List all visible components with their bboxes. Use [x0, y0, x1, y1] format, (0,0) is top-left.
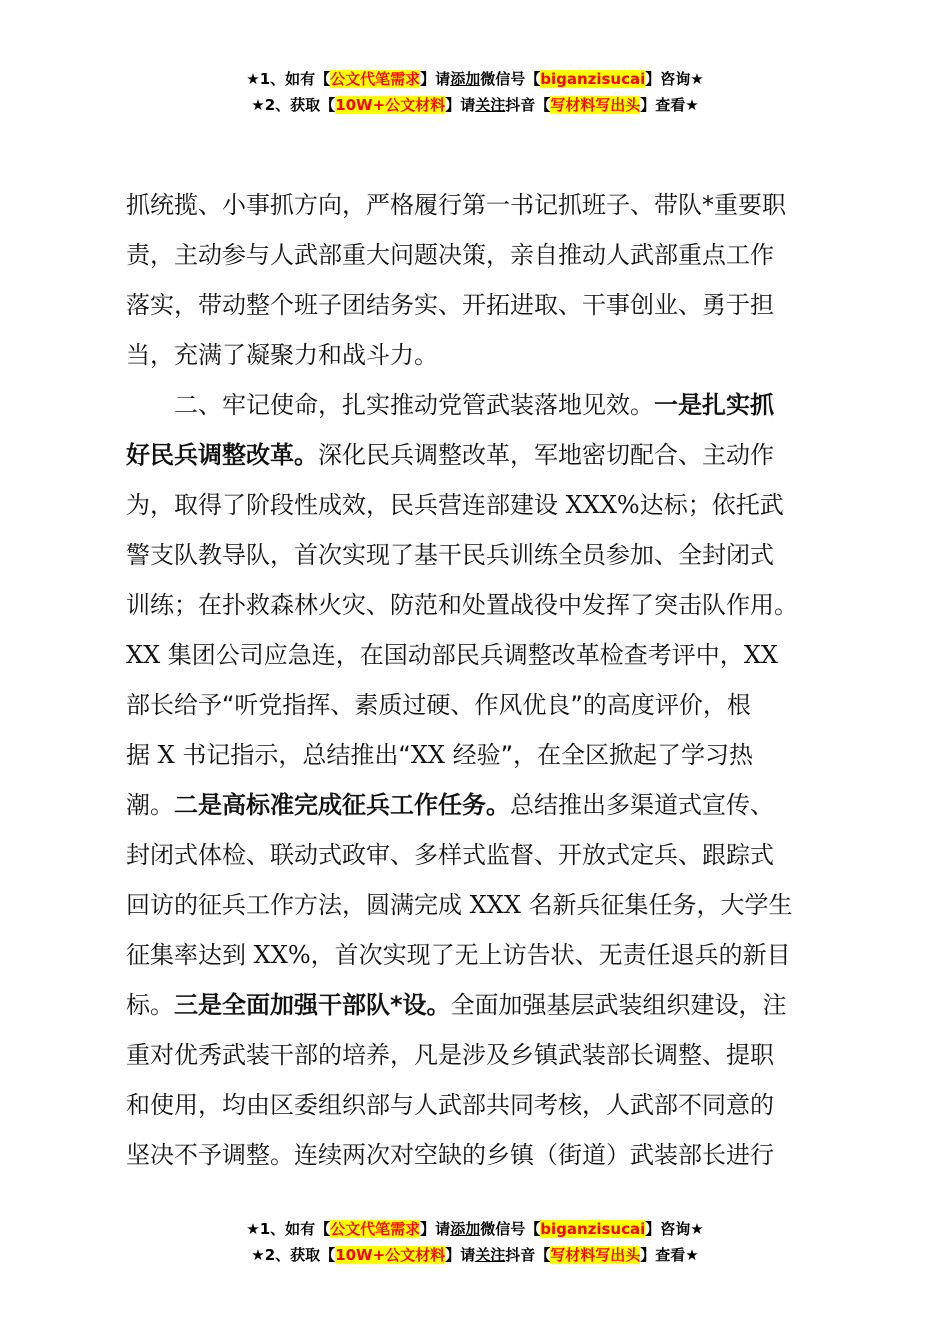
promo-line-2: [0, 92, 950, 118]
promo-text: ★1、如有【: [246, 70, 331, 88]
promo-wechat-id: biganzisucai: [540, 70, 646, 88]
promo-underline: 关注: [475, 96, 506, 114]
text-line: [126, 880, 836, 930]
promo-douyin-id: 写材料写出头: [550, 1246, 641, 1264]
promo-text: 】查看★: [640, 1246, 699, 1264]
text-run: 经验”，在全区掀起了学习热: [444, 741, 754, 769]
text-line: 警支队教导队，首次实现了基干民兵训练全员参加、全封闭式: [126, 541, 774, 569]
promo-highlight: 10W+公文材料: [335, 96, 446, 114]
promo-text: ★1、如有【: [246, 1220, 331, 1238]
bold-phrase: 二是高标准完成征兵工作任务。: [174, 791, 510, 819]
text-run: 集团公司应急连，在国动部民兵调整改革检查考评中，: [160, 641, 744, 669]
bold-phrase: 三是全面加强干部队*设。: [174, 991, 451, 1019]
promo-text: 】请: [420, 70, 451, 88]
text-run: ，首次实现了无上访告状、无责任退兵的新目: [310, 941, 791, 969]
text-line: [126, 480, 836, 530]
promo-line-1: [0, 1216, 950, 1242]
document-body: [126, 180, 836, 1180]
promo-line-1: [0, 66, 950, 92]
promo-douyin-id: 写材料写出头: [550, 96, 641, 114]
bold-phrase: 好民兵调整改革。: [126, 441, 318, 469]
text-run: 名新兵征集任务，大学生: [520, 891, 793, 919]
text-run: 潮。: [126, 791, 174, 819]
text-run: 标。: [126, 991, 174, 1019]
placeholder-value: XX: [410, 741, 445, 769]
promo-highlight: 公文代笔需求: [330, 1220, 421, 1238]
promo-wechat-id: biganzisucai: [540, 1220, 646, 1238]
text-run: 总结推出多渠道式宣传、: [510, 791, 774, 819]
text-line: 当，充满了凝聚力和战斗力。: [126, 341, 438, 369]
promo-underline: 添加: [450, 1220, 481, 1238]
footer-promo-banner: [0, 1216, 950, 1268]
promo-highlight: 公文代笔需求: [330, 70, 421, 88]
promo-underline: 关注: [475, 1246, 506, 1264]
text-run: 达标；依托武: [639, 491, 784, 519]
promo-text: ★2、获取【: [251, 1246, 336, 1264]
promo-underline: 添加: [450, 70, 481, 88]
text-line: [126, 380, 836, 430]
promo-text: 微信号【: [480, 70, 541, 88]
text-line: [126, 730, 836, 780]
placeholder-value: XXX%: [565, 491, 640, 519]
promo-text: 】咨询★: [645, 70, 704, 88]
text-line: 封闭式体检、联动式政审、多样式监督、开放式定兵、跟踪式: [126, 841, 774, 869]
text-run: 深化民兵调整改革，军地密切配合、主动作: [318, 441, 774, 469]
text-line: [126, 980, 836, 1030]
text-run: 征集率达到: [126, 941, 254, 969]
placeholder-value: XX%: [253, 941, 311, 969]
promo-text: 】咨询★: [645, 1220, 704, 1238]
text-line: 落实，带动整个班子团结务实、开拓进取、干事创业、勇于担: [126, 291, 774, 319]
promo-text: 】请: [420, 1220, 451, 1238]
placeholder-value: XX: [743, 641, 778, 669]
text-run: 书记指示，总结推出“: [174, 741, 411, 769]
text-run: 全面加强基层武装组织建设，注: [450, 991, 787, 1019]
text-line: [126, 630, 836, 680]
text-line: [126, 430, 836, 480]
section-heading: 二、牢记使命，扎实推动党管武装落地见效。: [174, 391, 654, 419]
promo-line-2: [0, 1242, 950, 1268]
text-line: 和使用，均由区委组织部与人武部共同考核，人武部不同意的: [126, 1091, 774, 1119]
text-line: 部长给予“听党指挥、素质过硬、作风优良”的高度评价，根: [126, 691, 751, 719]
text-run: 为，取得了阶段性成效，民兵营连部建设: [126, 491, 566, 519]
placeholder-value: XX: [126, 641, 161, 669]
promo-text: 抖音【: [505, 1246, 551, 1264]
text-run: 回访的征兵工作方法，圆满完成: [126, 891, 470, 919]
text-line: 抓统揽、小事抓方向，严格履行第一书记抓班子、带队*重要职: [126, 191, 786, 219]
text-line: 责，主动参与人武部重大问题决策，亲自推动人武部重点工作: [126, 241, 774, 269]
text-line: [126, 780, 836, 830]
promo-text: 抖音【: [505, 96, 551, 114]
text-line: 坚决不予调整。连续两次对空缺的乡镇（街道）武装部长进行: [126, 1141, 774, 1169]
text-line: 训练；在扑救森林火灾、防范和处置战役中发挥了突击队作用。: [126, 591, 798, 619]
promo-text: 微信号【: [480, 1220, 541, 1238]
promo-text: 】查看★: [640, 96, 699, 114]
text-line: [126, 930, 836, 980]
text-run: 据: [126, 741, 158, 769]
placeholder-value: X: [157, 741, 175, 769]
promo-text: 】请: [445, 96, 476, 114]
bold-phrase: 一是扎实抓: [654, 391, 774, 419]
promo-text: 】请: [445, 1246, 476, 1264]
promo-highlight: 10W+公文材料: [335, 1246, 446, 1264]
promo-text: ★2、获取【: [251, 96, 336, 114]
header-promo-banner: [0, 66, 950, 118]
text-line: 重对优秀武装干部的培养，凡是涉及乡镇武装部长调整、提职: [126, 1041, 774, 1069]
placeholder-value: XXX: [469, 891, 521, 919]
